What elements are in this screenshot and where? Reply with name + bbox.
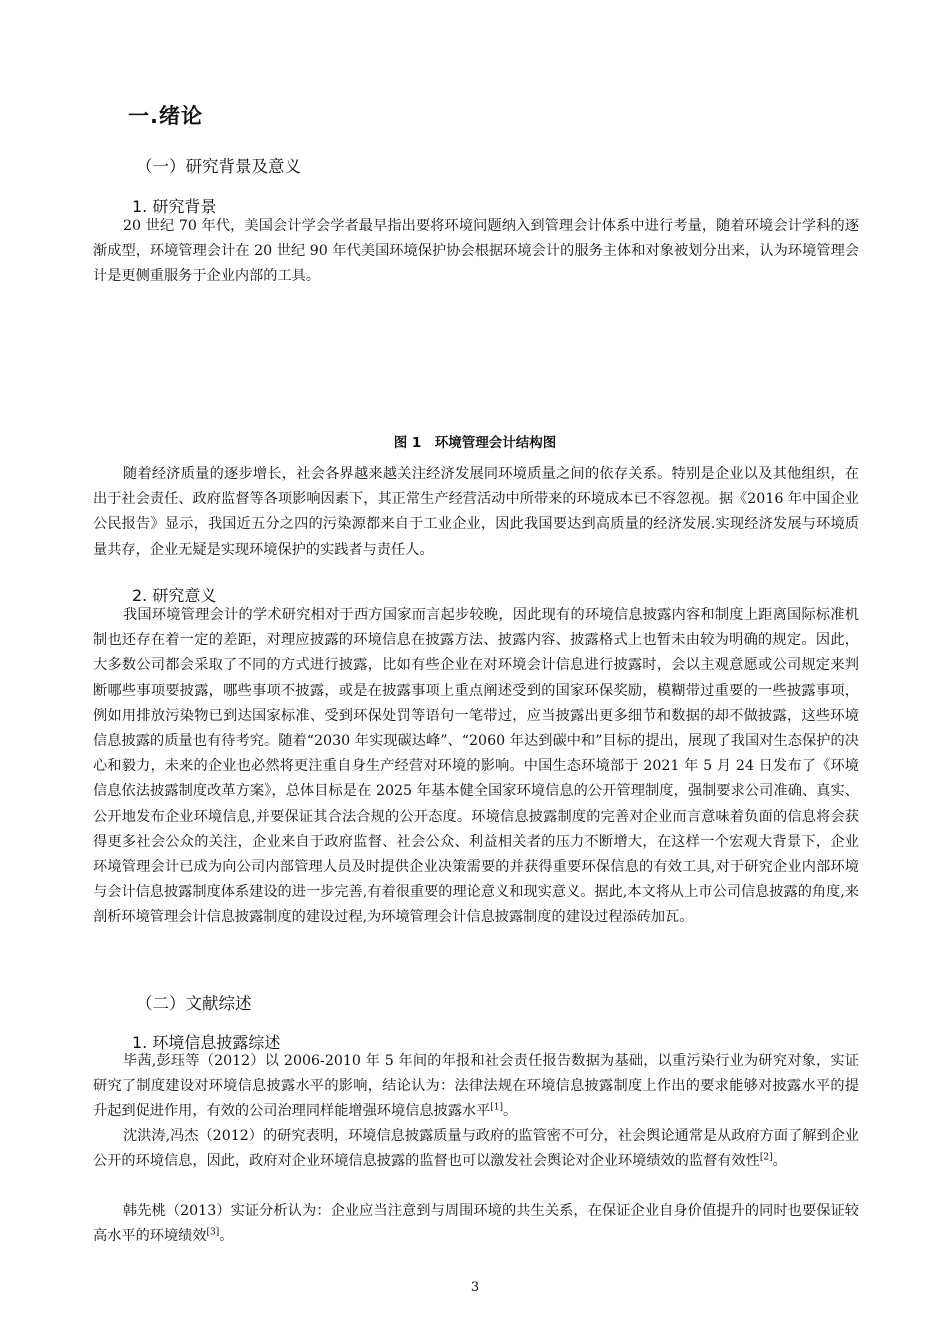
figure-caption: 图 1 环境管理会计结构图 — [393, 435, 557, 451]
paragraph — [93, 1124, 859, 1174]
paragraph — [93, 1199, 859, 1249]
subsection-heading: （一）研究背景及意义 — [136, 157, 301, 176]
paragraph-text: 沈洪涛,冯杰（2012）的研究表明，环境信息披露质量与政府的监管密不可分，社会舆论通常是从政府方面了解到企业公开的环境信息，因此，政府对企业环境信息披露的监督也可以激发社会舆论对企业环境绩效的监督有效性 — [93, 1128, 859, 1170]
section-heading: 一.绪论 — [128, 104, 203, 128]
item-heading: 1. 研究背景 — [132, 197, 217, 216]
paragraph-end: 。 — [503, 1103, 518, 1120]
paragraph-text: 毕茜,彭珏等（2012）以 2006-2010 年 5 年间的年报和社会责任报告数据为基础，以重污染行业为研究对象，实证研究了制度建设对环境信息披露水平的影响，结论认为：法律法规在环境信息披露制度上作出的要求能够对披露水平的提升起到促进作用，有效的公司治理同样能增强环境信息披露水平 — [93, 1053, 859, 1120]
paragraph-end: 。 — [219, 1228, 234, 1245]
item-heading: 1. 环境信息披露综述 — [132, 1033, 281, 1052]
item-heading: 2. 研究意义 — [132, 586, 217, 605]
paragraph: 20 世纪 70 年代，美国会计学会学者最早指出要将环境问题纳入到管理会计体系中进行考量，随着环境会计学科的逐渐成型，环境管理会计在 20 世纪 90 年代美国环境保护协会根据环境会计的服务主体和对象被划分出来，认为环境管理会计是更侧重服务于企业内部的工具。 — [93, 218, 859, 285]
citation-ref: [2] — [759, 1152, 773, 1163]
citation-ref: [3] — [206, 1227, 220, 1238]
paragraph-text: 韩先桃（2013）实证分析认为：企业应当注意到与周围环境的共生关系，在保证企业自身价值提升的同时也要保证较高水平的环境绩效 — [93, 1203, 859, 1245]
subsection-heading: （二）文献综述 — [136, 994, 252, 1013]
paragraph: 随着经济质量的逐步增长，社会各界越来越关注经济发展同环境质量之间的依存关系。特别是企业以及其他组织，在出于社会责任、政府监督等各项影响因素下，其正常生产经营活动中所带来的环境成本已不容忽视。据《2016 年中国企业公民报告》显示，我国近五分之四的污染源都来自于工业企业，因此我国要达到高质量的经济发展.实现经济发展与环境质量共存，企业无疑是实现环境保护的实践者与责任人。 — [93, 466, 859, 558]
paragraph: 我国环境管理会计的学术研究相对于西方国家而言起步较晚，因此现有的环境信息披露内容和制度上距离国际标准机制也还存在着一定的差距，对理应披露的环境信息在披露方法、披露内容、披露格式上也暂未由较为明确的规定。因此，大多数公司都会采取了不同的方式进行披露，比如有些企业在对环境会计信息进行披露时，会以主观意愿或公司规定来判断哪些事项要披露，哪些事项不披露，或是在披露事项上重点阐述受到的国家环保奖励，模糊带过重要的一些披露事项，例如用排放污染物已到达国家标准、受到环保处罚等语句一笔带过，应当披露出更多细节和数据的却不做披露，这些环境信息披露的质量也有待考究。随着“2030 年实现碳达峰”、“2060 年达到碳中和”目标的提出，展现了我国对生态保护的决心和毅力，未来的企业也必然将更注重自身生产经营对环境的影响。中国生态环境部于 2021 年 5 月 24 日发布了《环境信息依法披露制度改革方案》，总体目标是在 2025 年基本健全国家环境信息的公开管理制度，强制要求公司准确、真实、公开地发布企业环境信息,并要保证其合法合规的公开态度。环境信息披露制度的完善对企业而言意味着负面的信息将会获得更多社会公众的关注，企业来自于政府监督、社会公众、利益相关者的压力不断增大，在这样一个宏观大背景下，企业环境管理会计已成为向公司内部管理人员及时提供企业决策需要的并获得重要环保信息的有效工具,对于研究企业内部环境与会计信息披露制度体系建设的进一步完善,有着很重要的理论意义和现实意义。据此,本文将从上市公司信息披露的角度,来剖析环境管理会计信息披露制度的建设过程,为环境管理会计信息披露制度的建设过程添砖加瓦。 — [93, 607, 859, 926]
paragraph-end: 。 — [772, 1153, 787, 1170]
citation-ref: [1] — [490, 1102, 504, 1113]
figure-area — [93, 300, 859, 420]
paragraph — [93, 1049, 859, 1125]
page-number: 3 — [470, 1280, 480, 1295]
